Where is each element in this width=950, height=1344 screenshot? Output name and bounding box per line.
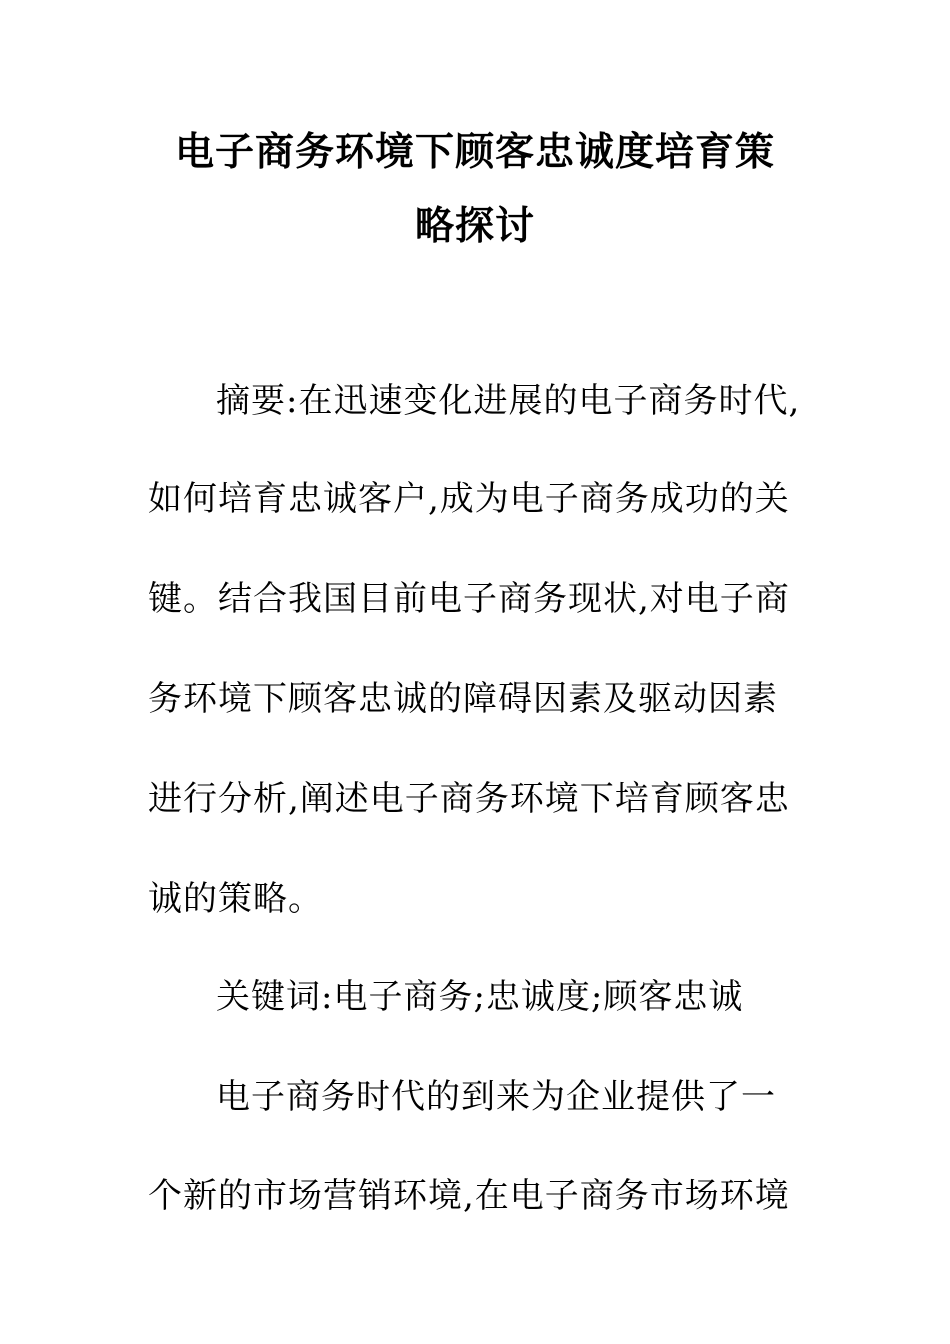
- body-line-1: 电子商务时代的到来为企业提供了一: [216, 1077, 776, 1117]
- abstract-line-3: 键。结合我国目前电子商务现状,对电子商: [148, 579, 790, 619]
- keywords-line: 关键词:电子商务;忠诚度;顾客忠诚: [216, 977, 744, 1017]
- abstract-line-5: 进行分析,阐述电子商务环境下培育顾客忠: [148, 779, 790, 819]
- abstract-line-2: 如何培育忠诚客户,成为电子商务成功的关: [148, 479, 790, 519]
- document-title-line-1: 电子商务环境下顾客忠诚度培育策: [174, 129, 775, 175]
- document-title-line-2: 略探讨: [414, 203, 535, 249]
- body-line-2: 个新的市场营销环境,在电子商务市场环境: [148, 1176, 790, 1216]
- abstract-line-6: 诚的策略。: [148, 879, 323, 919]
- abstract-line-1: 摘要:在迅速变化进展的电子商务时代,: [216, 381, 801, 421]
- abstract-line-4: 务环境下顾客忠诚的障碍因素及驱动因素: [148, 679, 778, 719]
